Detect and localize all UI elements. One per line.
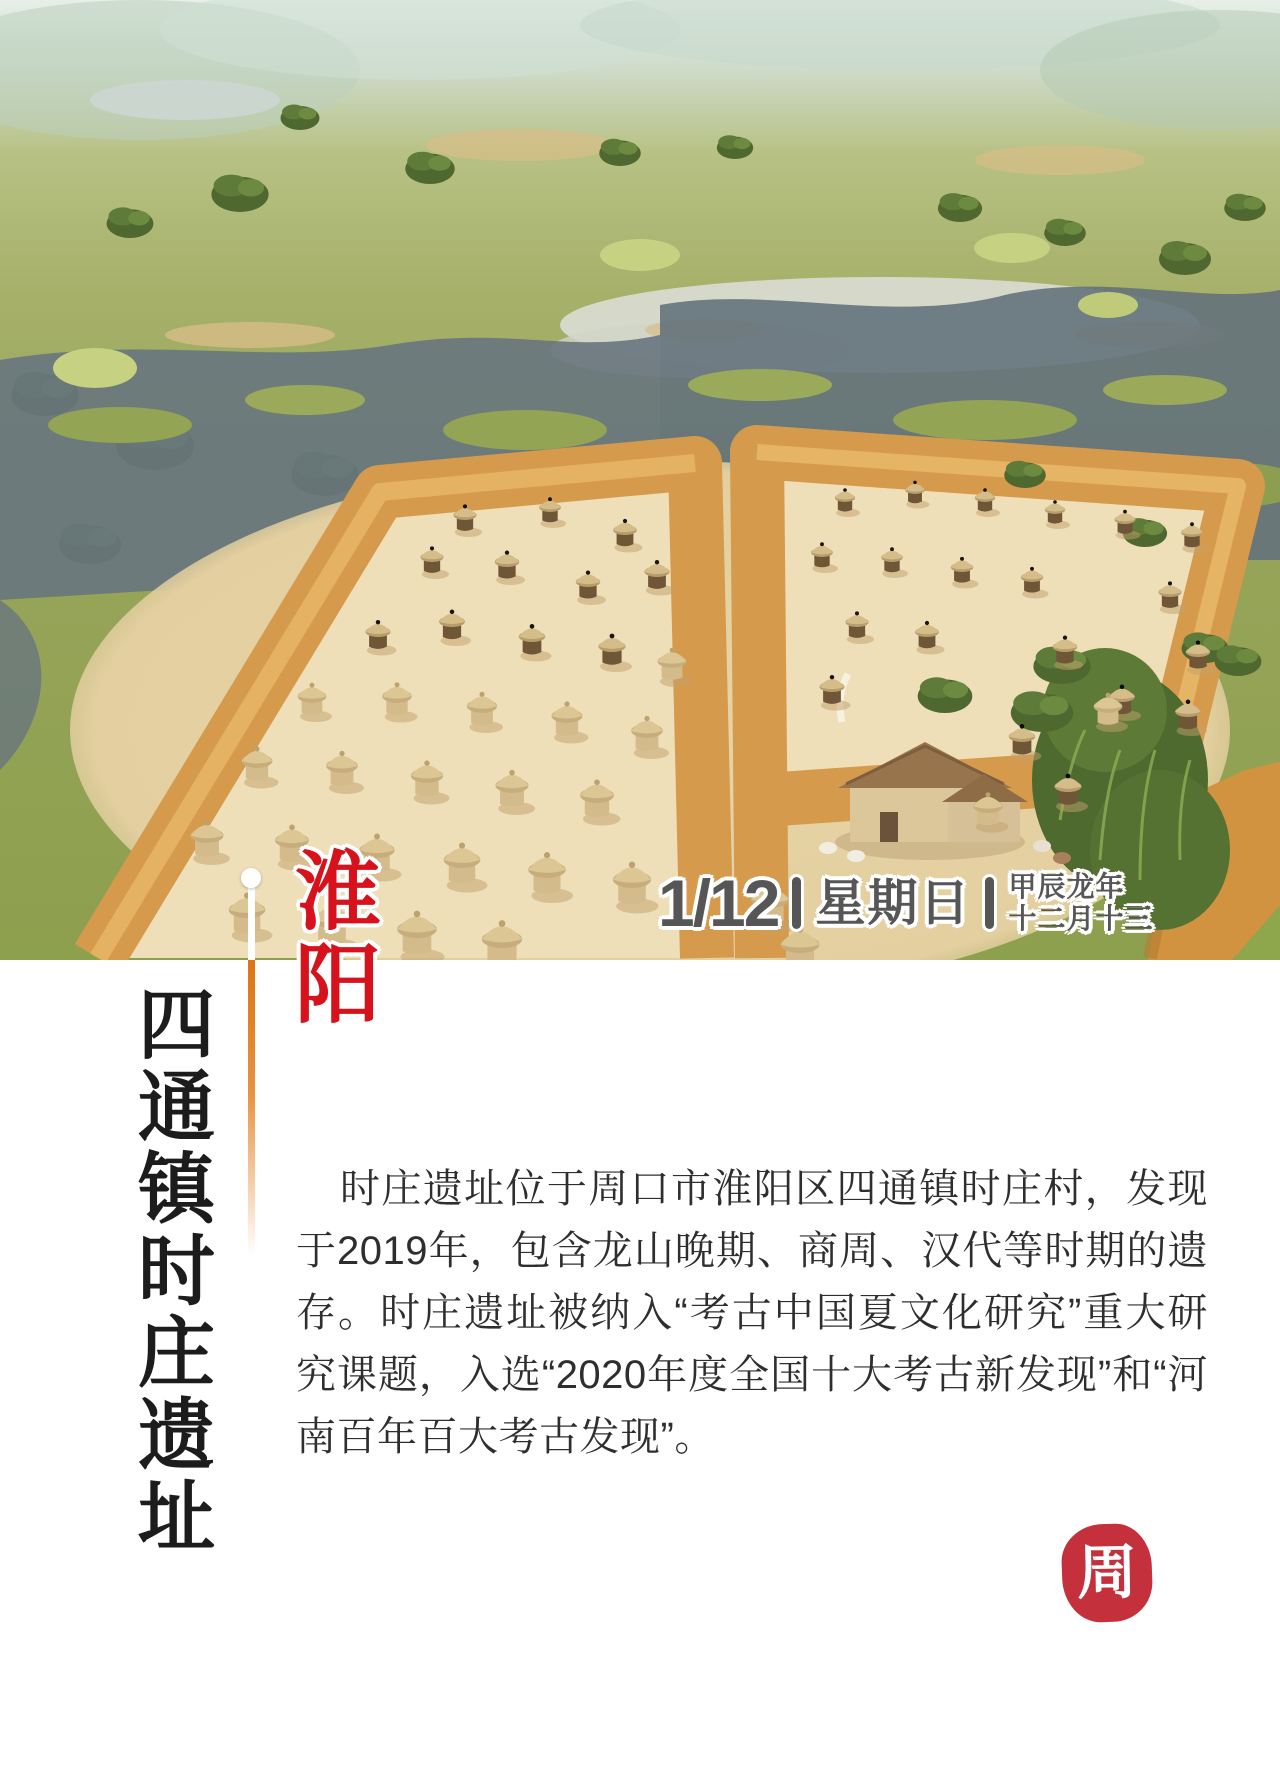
pin-line-upper — [248, 884, 255, 962]
date-day: 1/12 — [658, 866, 779, 940]
date-overlay — [658, 866, 1154, 940]
date-separator-bar — [792, 877, 801, 929]
site-title-vertical: 四通镇时庄遗址 — [127, 984, 213, 1558]
lunar-year: 甲辰龙年 — [1008, 871, 1125, 902]
seal-stamp — [1060, 1522, 1153, 1623]
date-weekday: 星期日 — [815, 875, 972, 931]
location-name-vertical: 淮阳 — [282, 846, 378, 1032]
lunar-day: 十二月十三 — [1008, 903, 1154, 934]
pin-dot — [241, 868, 261, 888]
seal-character: 周 — [1076, 1539, 1138, 1607]
pin-line-lower — [248, 960, 255, 1255]
site-description-paragraph: 时庄遗址位于周口市淮阳区四通镇时庄村，发现于2019年，包含龙山晚期、商周、汉代等时期的遗存。时庄遗址被纳入“考古中国夏文化研究”重大研究课题，入选“2020年度全国十大考古新发现”和“河南百年百大考古发现”。 — [296, 1167, 1208, 1459]
date-separator-bar — [985, 877, 994, 929]
lunar-date — [1008, 872, 1153, 934]
